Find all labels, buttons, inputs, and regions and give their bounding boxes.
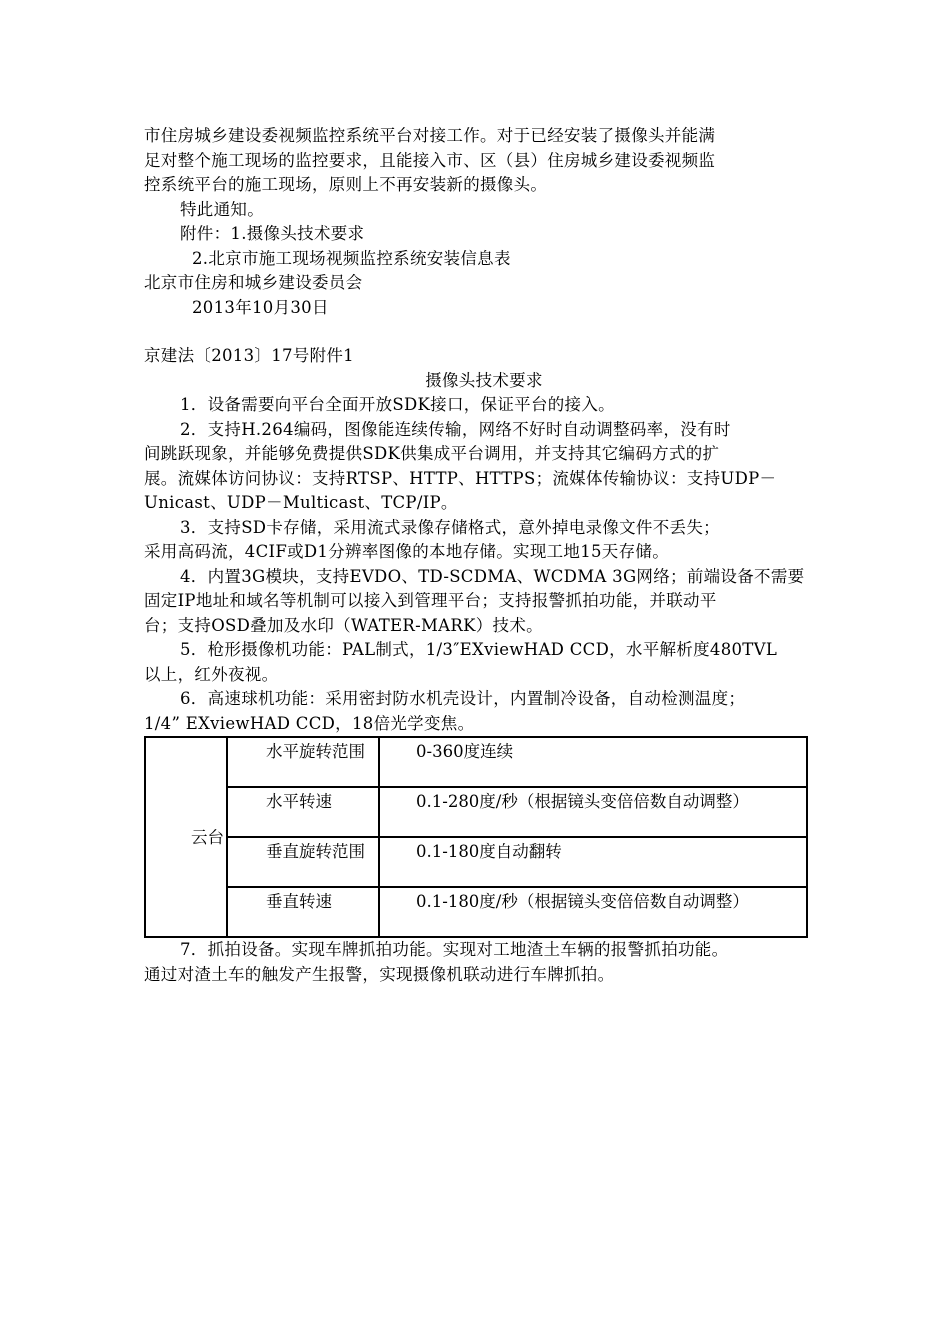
- text-line: 控系统平台的施工现场，原则上不再安装新的摄像头。: [144, 175, 548, 194]
- text-line: 足对整个施工现场的监控要求，且能接入市、区（县）住房城乡建设委视频监: [144, 150, 716, 170]
- requirement-item-6: [144, 687, 824, 736]
- value-text: 0-360度连续: [416, 742, 514, 761]
- text-line: 市住房城乡建设委视频监控系统平台对接工作。对于已经安装了摄像头并能满: [144, 126, 716, 145]
- table-param-cell: [227, 887, 379, 937]
- text-line: 6．高速球机功能：采用密封防水机壳设计，内置制冷设备，自动检测温度；: [180, 689, 746, 708]
- table-row: [145, 737, 807, 787]
- text-line: 采用高码流，4CIF或D1分辨率图像的本地存储。实现工地15天存储。: [144, 542, 670, 561]
- table-value-cell: [379, 887, 807, 937]
- text-line: 通过对渣土车的触发产生报警，实现摄像机联动进行车牌抓拍。: [144, 964, 615, 984]
- signature-date: 2013年10月30日: [192, 297, 329, 317]
- text-line: 2．支持H.264编码，图像能连续传输，网络不好时自动调整码率，没有时: [180, 419, 731, 439]
- table-row: [145, 787, 807, 837]
- notice-line: 特此通知。: [180, 199, 264, 219]
- table-param-cell: [227, 737, 379, 787]
- requirement-item-4: [144, 565, 824, 639]
- table-value-cell: [379, 837, 807, 887]
- document-title: 摄像头技术要求: [425, 370, 543, 390]
- table-value-cell: [379, 737, 807, 787]
- text-line: 间跳跃现象，并能够免费提供SDK供集成平台调用，并支持其它编码方式的扩: [144, 444, 720, 463]
- document-body: [144, 124, 824, 987]
- requirement-item-2: [144, 418, 824, 516]
- value-text: 0.1-280度/秒（根据镜头变倍倍数自动调整）: [416, 792, 749, 811]
- text-line: 3．支持SD卡存储，采用流式录像存储格式，意外掉电录像文件不丢失；: [180, 517, 720, 537]
- text-line: 展。流媒体访问协议：支持RTSP、HTTP、HTTPS；流媒体传输协议：支持UDP－: [144, 468, 777, 488]
- attachment-line-2: 2.北京市施工现场视频监控系统安装信息表: [192, 248, 511, 268]
- requirement-item-5: [144, 638, 824, 687]
- table-param-cell: [227, 787, 379, 837]
- text-line: 以上，红外夜视。: [144, 664, 279, 684]
- text-line: 台；支持OSD叠加及水印（WATER-MARK）技术。: [144, 615, 543, 635]
- table-group-cell: 云台: [145, 737, 227, 937]
- text-line: Unicast、UDP－Multicast、TCP/IP。: [144, 493, 458, 512]
- text-line: 4．内置3G模块，支持EVDO、TD-SCDMA、WCDMA 3G网络；前端设备不需要: [180, 566, 805, 586]
- table-row: [145, 887, 807, 937]
- text-line: 7．抓拍设备。实现车牌抓拍功能。实现对工地渣土车辆的报警抓拍功能。: [180, 940, 729, 959]
- attachment-reference: 京建法〔2013〕17号附件1: [144, 346, 354, 365]
- text-line: 固定IP地址和域名等机制可以接入到管理平台；支持报警抓拍功能，并联动平: [144, 591, 717, 610]
- param-text: 垂直转速: [266, 892, 332, 911]
- intro-paragraph: [144, 124, 824, 198]
- attachment-line-1: 附件：1.摄像头技术要求: [180, 224, 365, 243]
- requirement-item-3: [144, 516, 824, 565]
- text-line: 5．枪形摄像机功能：PAL制式，1/3″EXviewHAD CCD，水平解析度480TVL: [180, 640, 778, 659]
- requirement-item-1: [144, 393, 824, 418]
- value-text: 0.1-180度自动翻转: [416, 842, 562, 861]
- table-param-cell: [227, 837, 379, 887]
- text-line: 1．设备需要向平台全面开放SDK接口，保证平台的接入。: [180, 395, 615, 414]
- param-text: 水平转速: [266, 792, 332, 811]
- signature: 北京市住房和城乡建设委员会: [144, 273, 363, 292]
- table-row: [145, 837, 807, 887]
- param-text: 垂直旋转范围: [266, 842, 365, 861]
- value-text: 0.1-180度/秒（根据镜头变倍倍数自动调整）: [416, 892, 749, 911]
- text-line: 1/4” EXviewHAD CCD，18倍光学变焦。: [144, 713, 475, 733]
- requirement-item-7: [144, 938, 824, 987]
- table-value-cell: [379, 787, 807, 837]
- param-text: 水平旋转范围: [266, 742, 365, 761]
- ptz-spec-table: [144, 736, 808, 938]
